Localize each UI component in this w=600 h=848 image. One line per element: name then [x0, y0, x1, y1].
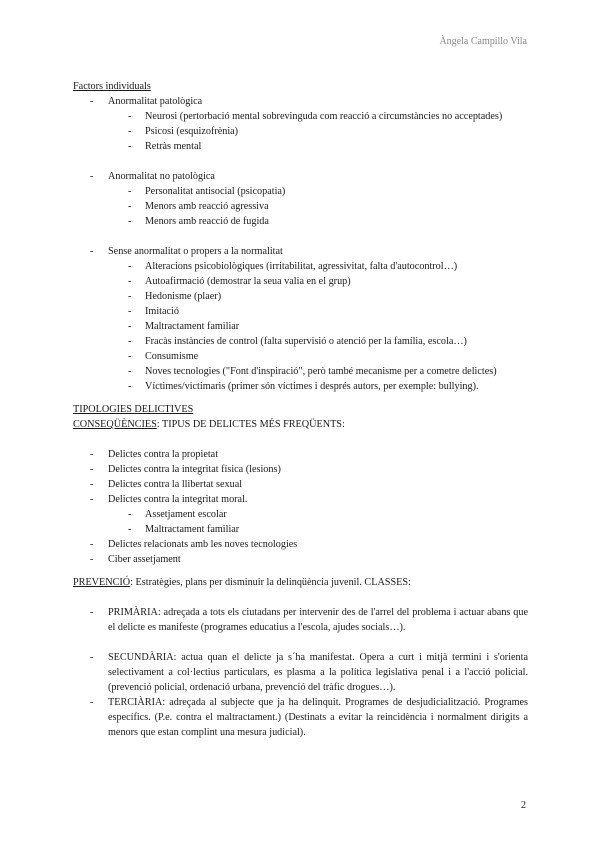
list-item: - Menors amb reacció agressiva: [73, 199, 528, 214]
list-subitem: - Assetjament escolar: [73, 507, 528, 522]
author-name: Àngela Campillo Vila: [439, 36, 527, 47]
list-item: - Delictes contra la llibertat sexual: [73, 477, 528, 492]
page-content: [73, 79, 528, 740]
section-prevencio: [73, 575, 528, 590]
section-title-tipologies: TIPOLOGIES DELICTIVES: [73, 404, 194, 415]
list-item: - Delictes contra la integritat física (lesions): [73, 462, 528, 477]
list-item: - Fracàs instàncies de control (falta supervisió o atenció per la família, escola…): [73, 334, 528, 349]
list-subitem: - Maltractament familiar: [73, 522, 528, 537]
prevencio-label: PREVENCIÓ: [73, 577, 131, 588]
list-item: - Delictes contra la propietat: [73, 447, 528, 462]
prevention-item: - TERCIÀRIA: adreçada al subjecte que ja ha delinquit. Programes de desjudicialització. Programes específics. (P.e. contra el maltractament.) (Destinats a evitar la reincidència i normalment dirigits a menors que estan complint una mesura judicial).: [73, 695, 528, 740]
prevention-item: - SECUNDÀRIA: actua quan el delicte ja s´ha manifestat. Opera a curt i mitjà termini i s'orienta selectivament a col·lectius particulars, es plasma a la política legislativa penal i a l'acció policial. (prevenció policial, ordenació urbana, prevenció del tràfic drogues…).: [73, 650, 528, 695]
list-item: - Delictes contra la integritat moral.: [73, 492, 528, 507]
list-item: - Maltractament familiar: [73, 319, 528, 334]
list-item: - Delictes relacionats amb les noves tecnologies: [73, 537, 528, 552]
consequencies-label: CONSEQÜÈNCIES: [73, 419, 157, 430]
list-item: - Ciber assetjament: [73, 552, 528, 567]
group-label: - Anormalitat patològica: [73, 94, 528, 109]
list-item: - Neurosi (pertorbació mental sobrevinguda com reacció a circumstàncies no acceptades): [73, 109, 528, 124]
list-item: - Retràs mental: [73, 139, 528, 154]
group-label: - Sense anormalitat o propers a la normalitat: [73, 244, 528, 259]
list-item: - Psicosi (esquizofrènia): [73, 124, 528, 139]
section-title-factors: Factors individuals: [73, 81, 151, 92]
list-item: - Noves tecnologies ("Font d'inspiració", però també mecanisme per a cometre delictes): [73, 364, 528, 379]
group-label: - Anormalitat no patològica: [73, 169, 528, 184]
list-item: - Alteracions psicobiològiques (irritabilitat, agressivitat, falta d'autocontrol…): [73, 259, 528, 274]
page-number: 2: [521, 800, 526, 811]
section-subtitle: [73, 417, 528, 432]
list-item: - Autoafirmació (demostrar la seua valia en el grup): [73, 274, 528, 289]
list-item: - Imitació: [73, 304, 528, 319]
list-item: - Hedonisme (plaer): [73, 289, 528, 304]
prevencio-intro: : Estratègies, plans per disminuir la delinqüència juvenil. CLASSES:: [130, 577, 411, 588]
consequencies-rest: : TIPUS DE DELICTES MÉS FREQÜENTS:: [156, 419, 345, 430]
prevention-item: - PRIMÀRIA: adreçada a tots els ciutadans per intervenir des de l'arrel del problema i actuar abans que el delicte es manifeste (programes educatius a l'escola, ajudes socials…).: [73, 605, 528, 635]
list-item: - Menors amb reacció de fugida: [73, 214, 528, 229]
list-item: - Consumisme: [73, 349, 528, 364]
list-item: - Víctimes/victimaris (primer són víctimes i després autors, per exemple: bullying).: [73, 379, 528, 394]
list-item: - Personalitat antisocial (psicopatia): [73, 184, 528, 199]
